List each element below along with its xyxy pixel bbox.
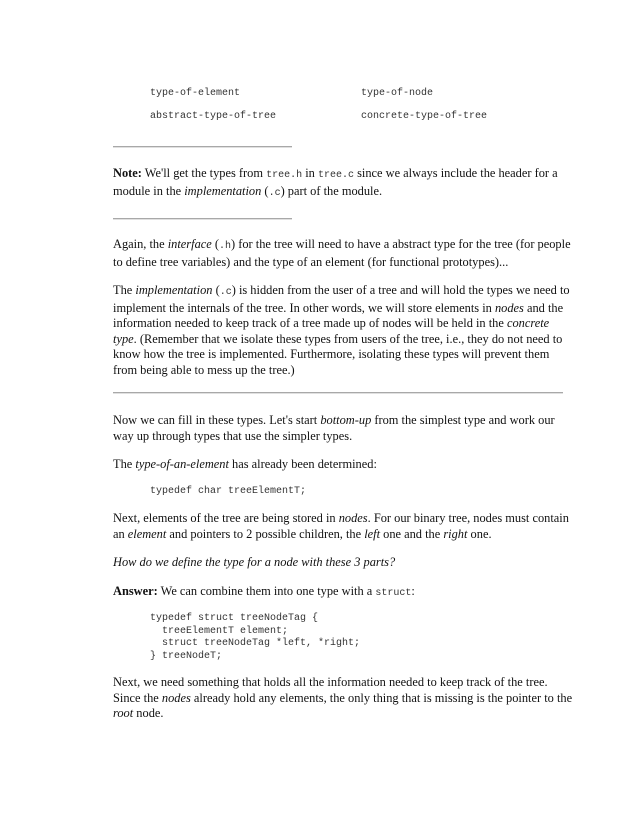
root-paragraph bbox=[113, 675, 573, 722]
nodes-text-3: and pointers to 2 possible children, the bbox=[166, 526, 365, 541]
note-code-tree-c: tree.c bbox=[317, 170, 354, 181]
answer-paragraph bbox=[113, 584, 573, 602]
fill-em-bottom-up: bottom-up bbox=[320, 413, 372, 427]
root-em-nodes: nodes bbox=[161, 690, 191, 705]
divider-2 bbox=[113, 218, 292, 220]
fill-text-2: from the simplest type and work our way up through types that use the simpler types. bbox=[113, 413, 555, 443]
nodes-em-nodes: nodes bbox=[338, 511, 368, 525]
note-text-2: in bbox=[302, 166, 318, 180]
answer-label: Answer: bbox=[113, 584, 158, 598]
question-paragraph bbox=[113, 555, 573, 571]
impl-text-2: ( bbox=[212, 283, 220, 297]
root-em-root: root bbox=[113, 706, 134, 720]
interface-code-dot-h: .h bbox=[219, 241, 232, 252]
abstract-type-of-tree-cell: abstract-type-of-tree bbox=[150, 111, 277, 122]
element-em: type-of-an-element bbox=[135, 457, 229, 471]
type-of-element-cell: type-of-element bbox=[150, 88, 241, 99]
nodes-em-left: left bbox=[364, 526, 381, 541]
element-text-2: has already been determined: bbox=[228, 457, 377, 471]
note-label: Note: bbox=[113, 166, 142, 180]
note-code-tree-h: tree.h bbox=[266, 170, 303, 181]
divider-1 bbox=[113, 146, 292, 148]
fill-text-1: Now we can fill in these types. Let's start bbox=[113, 413, 321, 427]
impl-em-implementation: implementation bbox=[135, 283, 213, 297]
interface-text-3: ) for the tree will need to have a abstract type for the tree (for people to define tree variables) and the type of an element (for functional prototypes)... bbox=[113, 237, 571, 269]
answer-text-1: We can combine them into one type with a bbox=[157, 584, 376, 598]
element-paragraph bbox=[113, 457, 573, 473]
note-paragraph bbox=[113, 166, 573, 201]
nodes-text-4: one and the bbox=[380, 526, 444, 541]
root-text-1: Next, we need something that holds all the information needed to keep track of the tree. Since the bbox=[113, 675, 548, 705]
nodes-text-2: . For our binary tree, nodes must contain an bbox=[113, 511, 569, 541]
impl-text-3: ) is hidden from the user of a tree and will hold the types we need to implement the internals of the tree. In other words, we will store elements in bbox=[113, 283, 570, 315]
nodes-em-element: element bbox=[127, 526, 167, 541]
interface-text-2: ( bbox=[211, 237, 219, 251]
type-of-node-cell: type-of-node bbox=[361, 88, 434, 99]
interface-paragraph bbox=[113, 237, 573, 270]
note-text-4: ( bbox=[261, 183, 269, 198]
fill-paragraph bbox=[113, 413, 573, 444]
impl-em-concrete-type: concrete type bbox=[113, 316, 550, 346]
answer-code-struct: struct bbox=[375, 588, 412, 599]
impl-code-dot-c: .c bbox=[219, 287, 232, 298]
interface-text-1: Again, the bbox=[113, 237, 168, 251]
interface-em: interface bbox=[167, 237, 212, 251]
impl-text-5: . (Remember that we isolate these types from users of the tree, i.e., they do not need to know how the tree is implemented. Furthermore, isolating these types will prevent them from being able to mess up the tree.) bbox=[113, 331, 563, 377]
nodes-text-5: one. bbox=[467, 526, 492, 541]
root-text-2: already hold any elements, the only thing that is missing is the pointer to the bbox=[190, 690, 573, 705]
question-text: How do we define the type for a node with these 3 parts? bbox=[113, 555, 396, 569]
answer-text-2: : bbox=[411, 584, 415, 598]
nodes-paragraph bbox=[113, 511, 573, 542]
impl-em-nodes: nodes bbox=[494, 300, 524, 315]
note-text-3: since we always include the header for a module in the bbox=[113, 166, 558, 198]
implementation-paragraph bbox=[113, 283, 573, 378]
nodes-em-right: right bbox=[443, 526, 468, 541]
note-em-implementation: implementation bbox=[184, 183, 262, 198]
impl-text-4: and the information needed to keep track of a tree made up of nodes will be held in the bbox=[113, 300, 564, 330]
note-text-1: We'll get the types from bbox=[141, 166, 267, 180]
impl-text-1: The bbox=[113, 283, 136, 297]
note-text-5: ) part of the module. bbox=[280, 183, 383, 198]
code-struct-typedef: typedef struct treeNodeTag { treeElementT element; struct treeNodeTag *left, *right; } treeNodeT; bbox=[150, 613, 361, 662]
code-element-typedef: typedef char treeElementT; bbox=[150, 486, 307, 497]
nodes-text-1: Next, elements of the tree are being stored in bbox=[113, 511, 339, 525]
root-text-3: node. bbox=[133, 706, 164, 720]
concrete-type-of-tree-cell: concrete-type-of-tree bbox=[361, 111, 488, 122]
element-text-1: The bbox=[113, 457, 136, 471]
divider-3 bbox=[113, 392, 563, 394]
note-code-dot-c: .c bbox=[268, 187, 281, 199]
